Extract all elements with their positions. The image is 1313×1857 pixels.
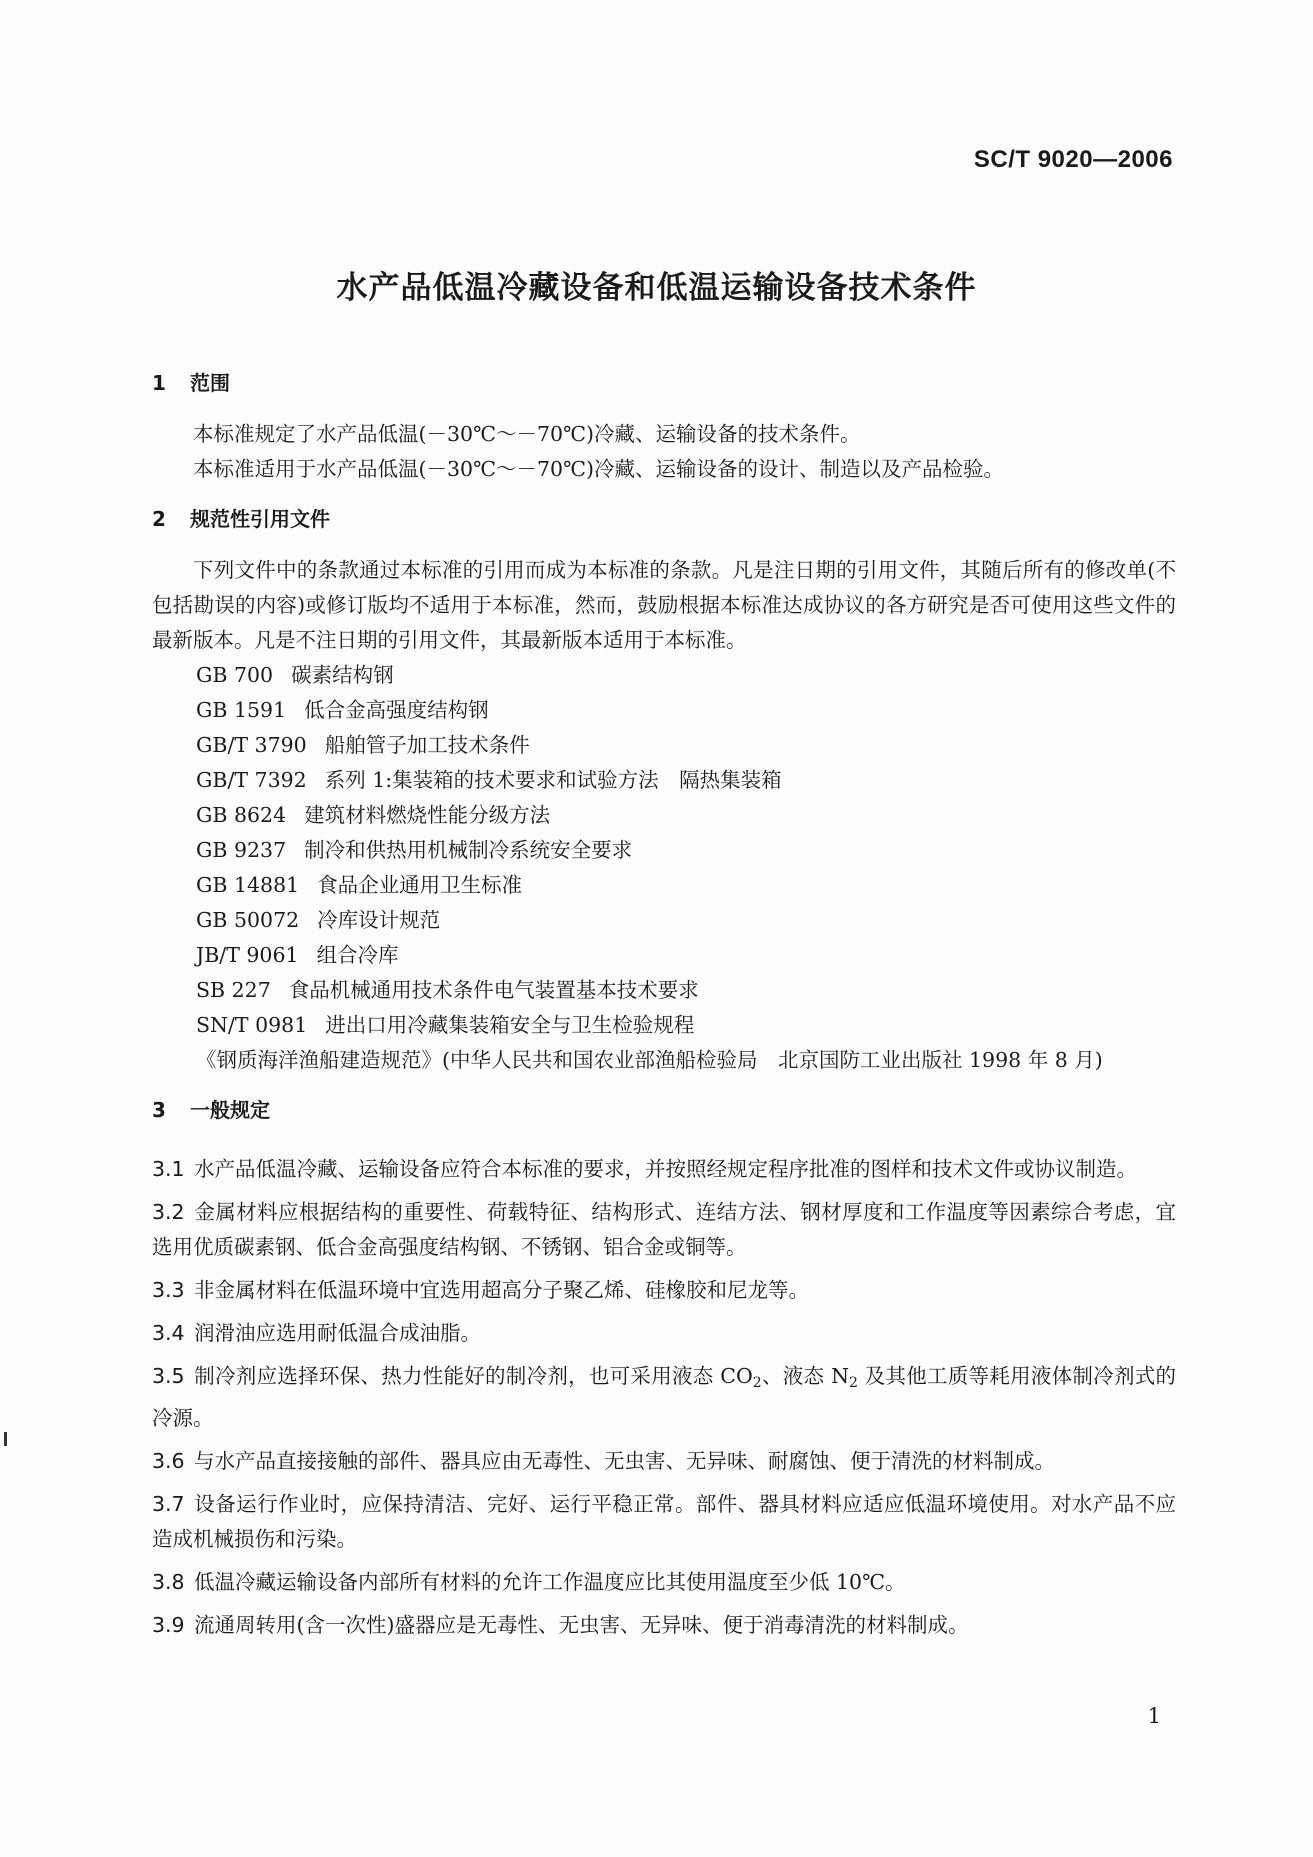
reference-item	[152, 903, 1176, 938]
clause-number: 3.8	[152, 1570, 185, 1594]
clause-3-3	[152, 1273, 1176, 1308]
clause-text: 低温冷藏运输设备内部所有材料的允许工作温度应比其使用温度至少低 10℃。	[194, 1570, 906, 1594]
page-number: 1	[1147, 1704, 1161, 1728]
clause-number: 3.7	[152, 1492, 185, 1516]
clause-3-4	[152, 1316, 1176, 1351]
reference-title: 食品机械通用技术条件电气装置基本技术要求	[288, 978, 699, 1002]
clause-text: 金属材料应根据结构的重要性、荷载特征、结构形式、连结方法、钢材厚度和工作温度等因素综合考虑，宜选用优质碳素钢、低合金高强度结构钢、不锈钢、铝合金或铜等。	[152, 1200, 1176, 1259]
section-3-heading	[152, 1092, 1176, 1128]
clause-3-7	[152, 1487, 1176, 1557]
clause-text: 水产品低温冷藏、运输设备应符合本标准的要求，并按照经规定程序批准的图样和技术文件或协议制造。	[194, 1157, 1137, 1181]
reference-code: GB 1591	[196, 698, 287, 722]
section-1-heading	[152, 365, 1176, 401]
clause-text: 非金属材料在低温环境中宜选用超高分子聚乙烯、硅橡胶和尼龙等。	[194, 1278, 809, 1302]
paragraph: 本标准规定了水产品低温(－30℃～－70℃)冷藏、运输设备的技术条件。	[193, 422, 861, 446]
section-number: 2	[152, 507, 166, 531]
clause-3-6	[152, 1444, 1176, 1479]
reference-title: 低合金高强度结构钢	[304, 698, 489, 722]
reference-code: GB 50072	[196, 908, 300, 932]
reference-code: GB 700	[196, 663, 274, 687]
clause-text: 流通周转用(含一次性)盛器应是无毒性、无虫害、无异味、便于消毒清洗的材料制成。	[194, 1613, 969, 1637]
clause-number: 3.3	[152, 1278, 185, 1302]
extra-reference	[152, 1043, 1176, 1078]
reference-item	[152, 763, 1176, 798]
reference-title: 船舶管子加工技术条件	[324, 733, 530, 757]
reference-item	[152, 938, 1176, 973]
clause-text: 润滑油应选用耐低温合成油脂。	[194, 1321, 481, 1345]
paragraph: 下列文件中的条款通过本标准的引用而成为本标准的条款。凡是注日期的引用文件，其随后所有的修改单(不包括勘误的内容)或修订版均不适用于本标准，然而，鼓励根据本标准达成协议的各方研究是否可使用这些文件的最新版本。凡是不注日期的引用文件，其最新版本适用于本标准。	[152, 558, 1176, 652]
clause-number: 3.1	[152, 1157, 185, 1181]
clause-number: 3.6	[152, 1449, 185, 1473]
clause-text: 与水产品直接接触的部件、器具应由无毒性、无虫害、无异味、耐腐蚀、便于清洗的材料制成。	[194, 1449, 1055, 1473]
reference-item	[152, 868, 1176, 903]
reference-title: 组合冷库	[316, 943, 399, 967]
subscript: 2	[849, 1375, 858, 1391]
reference-item	[152, 728, 1176, 763]
section-number: 1	[152, 371, 166, 395]
reference-code: GB/T 7392	[196, 768, 307, 792]
reference-title: 碳素结构钢	[291, 663, 394, 687]
clause-3-5	[152, 1359, 1176, 1436]
clause-number: 3.5	[152, 1364, 185, 1388]
scan-artifact	[4, 1432, 7, 1446]
extra-reference-text: 《钢质海洋渔船建造规范》(中华人民共和国农业部渔船检验局 北京国防工业出版社 1998 年 8 月)	[196, 1048, 1103, 1072]
section-2-heading	[152, 501, 1176, 537]
section-title: 范围	[190, 371, 230, 395]
clause-text: 制冷剂应选择环保、热力性能好的制冷剂，也可采用液态 CO	[194, 1364, 753, 1388]
section-number: 3	[152, 1098, 166, 1122]
reference-title: 进出口用冷藏集装箱安全与卫生检验规程	[325, 1013, 695, 1037]
clause-text: 、液态 N	[761, 1364, 850, 1388]
document-title: 水产品低温冷藏设备和低温运输设备技术条件	[336, 270, 977, 306]
document-body	[152, 365, 1176, 1643]
reference-code: GB 9237	[196, 838, 287, 862]
section-title: 一般规定	[190, 1098, 270, 1122]
clause-text: 设备运行作业时，应保持清洁、完好、运行平稳正常。部件、器具材料应适应低温环境使用。对水产品不应造成机械损伤和污染。	[152, 1492, 1176, 1551]
reference-code: SN/T 0981	[196, 1013, 308, 1037]
reference-item	[152, 1008, 1176, 1043]
reference-title: 食品企业通用卫生标准	[317, 873, 523, 897]
reference-item	[152, 658, 1176, 693]
reference-item	[152, 693, 1176, 728]
reference-code: GB/T 3790	[196, 733, 307, 757]
clause-3-9	[152, 1608, 1176, 1643]
reference-title: 建筑材料燃烧性能分级方法	[304, 803, 551, 827]
clause-number: 3.4	[152, 1321, 185, 1345]
reference-code: GB 8624	[196, 803, 287, 827]
standard-code: SC/T 9020—2006	[973, 146, 1173, 173]
clause-text: 及其他工质等耗用液体制冷剂式的冷源。	[152, 1364, 1176, 1430]
reference-title: 制冷和供热用机械制冷系统安全要求	[304, 838, 633, 862]
reference-item	[152, 833, 1176, 868]
reference-item	[152, 798, 1176, 833]
section-title: 规范性引用文件	[190, 507, 330, 531]
reference-item	[152, 973, 1176, 1008]
reference-title: 冷库设计规范	[317, 908, 441, 932]
reference-code: SB 227	[196, 978, 271, 1002]
clause-3-2	[152, 1195, 1176, 1265]
clause-number: 3.9	[152, 1613, 185, 1637]
paragraph: 本标准适用于水产品低温(－30℃～－70℃)冷藏、运输设备的设计、制造以及产品检验。	[193, 457, 1005, 481]
reference-title: 系列 1:集装箱的技术要求和试验方法 隔热集装箱	[324, 768, 782, 792]
clause-3-1	[152, 1152, 1176, 1187]
reference-code: JB/T 9061	[196, 943, 299, 967]
subscript: 2	[752, 1375, 762, 1391]
clause-number: 3.2	[152, 1200, 185, 1224]
reference-code: GB 14881	[196, 873, 300, 897]
clause-3-8	[152, 1565, 1176, 1600]
